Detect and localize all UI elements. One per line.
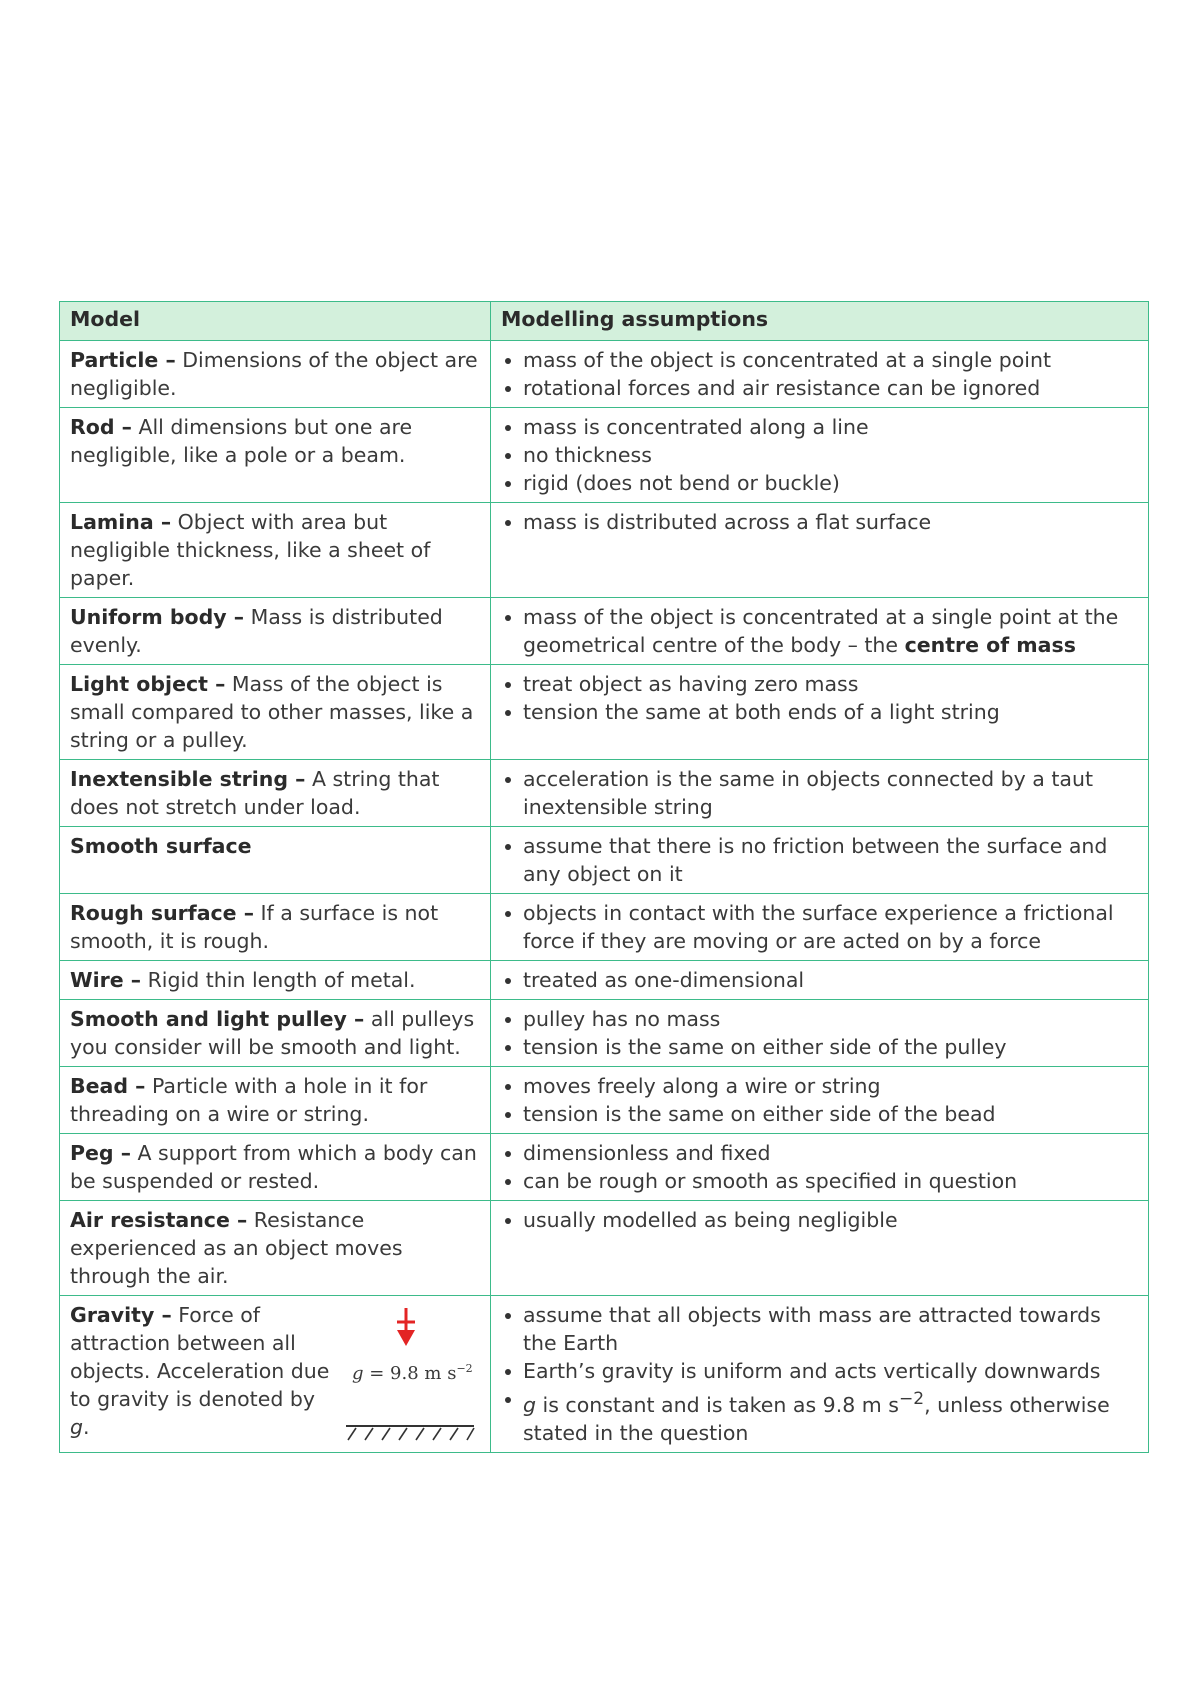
model-cell [60,598,491,665]
assumptions-cell [491,894,1149,961]
model-term: Light object – [70,672,226,696]
table-row [60,1201,1149,1296]
model-term: Air resistance – [70,1208,248,1232]
header-model: Model [60,302,491,341]
table-row [60,408,1149,503]
table-row [60,827,1149,894]
assumption-item: rigid (does not bend or buckle) [501,469,1139,497]
model-term: Smooth surface [70,834,252,858]
assumption-list [501,413,1139,497]
model-desc: Dimensions of the object are negligible. [70,348,478,400]
assumption-item: dimensionless and fixed [501,1139,1139,1167]
g-value-label [352,1358,473,1385]
model-desc: If a surface is not smooth, it is rough. [70,901,439,953]
model-term: Rod – [70,415,132,439]
g-value: = 9.8 m s [363,1363,457,1384]
assumptions-cell [491,1000,1149,1067]
table-row [60,1134,1149,1201]
assumption-item: tension the same at both ends of a light string [501,698,1139,726]
model-desc: All dimensions but one are negligible, like a pole or a beam. [70,415,413,467]
assumption-item: no thickness [501,441,1139,469]
table-header-row [60,302,1149,341]
assumptions-cell [491,760,1149,827]
assumption-item [501,603,1139,659]
g-exponent: −2 [898,1389,925,1409]
assumption-item: can be rough or smooth as specified in question [501,1167,1139,1195]
assumption-item: pulley has no mass [501,1005,1139,1033]
model-cell [60,408,491,503]
assumption-item: rotational forces and air resistance can be ignored [501,374,1139,402]
assumptions-cell [491,503,1149,598]
assumption-item: treated as one-dimensional [501,966,1139,994]
assumptions-cell [491,1134,1149,1201]
model-cell [60,665,491,760]
assumption-list [501,1139,1139,1195]
model-desc: Particle with a hole in it for threading on a wire or string. [70,1074,428,1126]
model-term: Inextensible string – [70,767,306,791]
assumption-item: mass is concentrated along a line [501,413,1139,441]
assumption-item: tension is the same on either side of the bead [501,1100,1139,1128]
model-term: Uniform body – [70,605,245,629]
assumptions-cell [491,1067,1149,1134]
assumptions-cell [491,598,1149,665]
assumption-list [501,603,1139,659]
gravity-diagram [334,1302,484,1442]
table-row [60,760,1149,827]
model-term: Gravity – [70,1303,172,1327]
model-desc: Resistance experienced as an object moves through the air. [70,1208,403,1288]
assumptions-cell [491,665,1149,760]
model-desc: A string that does not stretch under load. [70,767,440,819]
model-desc: Force of attraction between all objects. Acceleration due to gravity is denoted by [70,1303,330,1411]
assumption-item: mass of the object is concentrated at a single point [501,346,1139,374]
model-term: Particle – [70,348,176,372]
assumptions-cell [491,341,1149,408]
assumptions-cell [491,961,1149,1000]
model-desc: Mass of the object is small compared to other masses, like a string or a pulley. [70,672,474,752]
assumption-item: assume that all objects with mass are attracted towards the Earth [501,1301,1139,1357]
model-cell [60,1134,491,1201]
assumption-item: Earth’s gravity is uniform and acts vertically downwards [501,1357,1139,1385]
assumption-list [501,346,1139,402]
assumption-item: mass is distributed across a flat surface [501,508,1139,536]
model-desc: Mass is distributed evenly. [70,605,443,657]
model-term: Rough surface – [70,901,254,925]
assumption-text: mass of the object is concentrated at a single point at the geometrical centre of the body – the [523,605,1119,657]
gravity-text [70,1301,335,1441]
table-row [60,1000,1149,1067]
desc-period: . [83,1415,90,1439]
model-desc: A support from which a body can be suspended or rested. [70,1141,477,1193]
assumptions-cell [491,1296,1149,1453]
assumption-list [501,832,1139,888]
model-cell [60,894,491,961]
assumption-text-end: , unless otherwise stated in the question [523,1392,1110,1445]
table-row [60,1296,1149,1453]
table-row [60,1067,1149,1134]
modelling-table [59,301,1149,1453]
assumption-item: objects in contact with the surface experience a frictional force if they are moving or are acted on by a force [501,899,1139,955]
g-symbol: g [70,1415,84,1439]
model-term: Lamina – [70,510,172,534]
model-term: Peg – [70,1141,131,1165]
assumption-list [501,1206,1139,1234]
assumption-list [501,1072,1139,1128]
g-exponent: −2 [456,1362,473,1375]
model-cell [60,961,491,1000]
model-cell [60,1201,491,1296]
table-row [60,598,1149,665]
model-cell [60,827,491,894]
centre-of-mass-term: centre of mass [904,633,1076,657]
assumptions-cell [491,408,1149,503]
assumption-item: treat object as having zero mass [501,670,1139,698]
model-cell [60,1296,491,1453]
model-term: Bead – [70,1074,146,1098]
assumption-item: assume that there is no friction between the surface and any object on it [501,832,1139,888]
assumption-item [501,1385,1139,1447]
model-cell [60,503,491,598]
assumption-list [501,899,1139,955]
table-row [60,503,1149,598]
model-cell [60,341,491,408]
g-symbol: g [352,1363,364,1384]
model-cell [60,1000,491,1067]
assumption-list [501,1005,1139,1061]
assumptions-cell [491,827,1149,894]
model-cell [60,1067,491,1134]
assumption-text: is constant and is taken as 9.8 m s [536,1392,899,1417]
assumption-item: acceleration is the same in objects connected by a taut inextensible string [501,765,1139,821]
model-desc: all pulleys you consider will be smooth and light. [70,1007,475,1059]
model-cell [60,760,491,827]
table-row [60,665,1149,760]
assumption-list [501,1301,1139,1447]
assumptions-cell [491,1201,1149,1296]
model-desc: Object with area but negligible thickness, like a sheet of paper. [70,510,431,590]
table-row [60,341,1149,408]
model-term: Smooth and light pulley – [70,1007,365,1031]
model-desc: Rigid thin length of metal. [141,968,416,992]
assumption-list [501,765,1139,821]
assumption-list [501,508,1139,536]
g-symbol: g [523,1392,537,1417]
assumption-item: moves freely along a wire or string [501,1072,1139,1100]
assumption-item: usually modelled as being negligible [501,1206,1139,1234]
assumption-list [501,966,1139,994]
table-row [60,961,1149,1000]
assumption-item: tension is the same on either side of the pulley [501,1033,1139,1061]
model-term: Wire – [70,968,142,992]
header-assumptions: Modelling assumptions [491,302,1149,341]
assumption-list [501,670,1139,726]
table-row [60,894,1149,961]
